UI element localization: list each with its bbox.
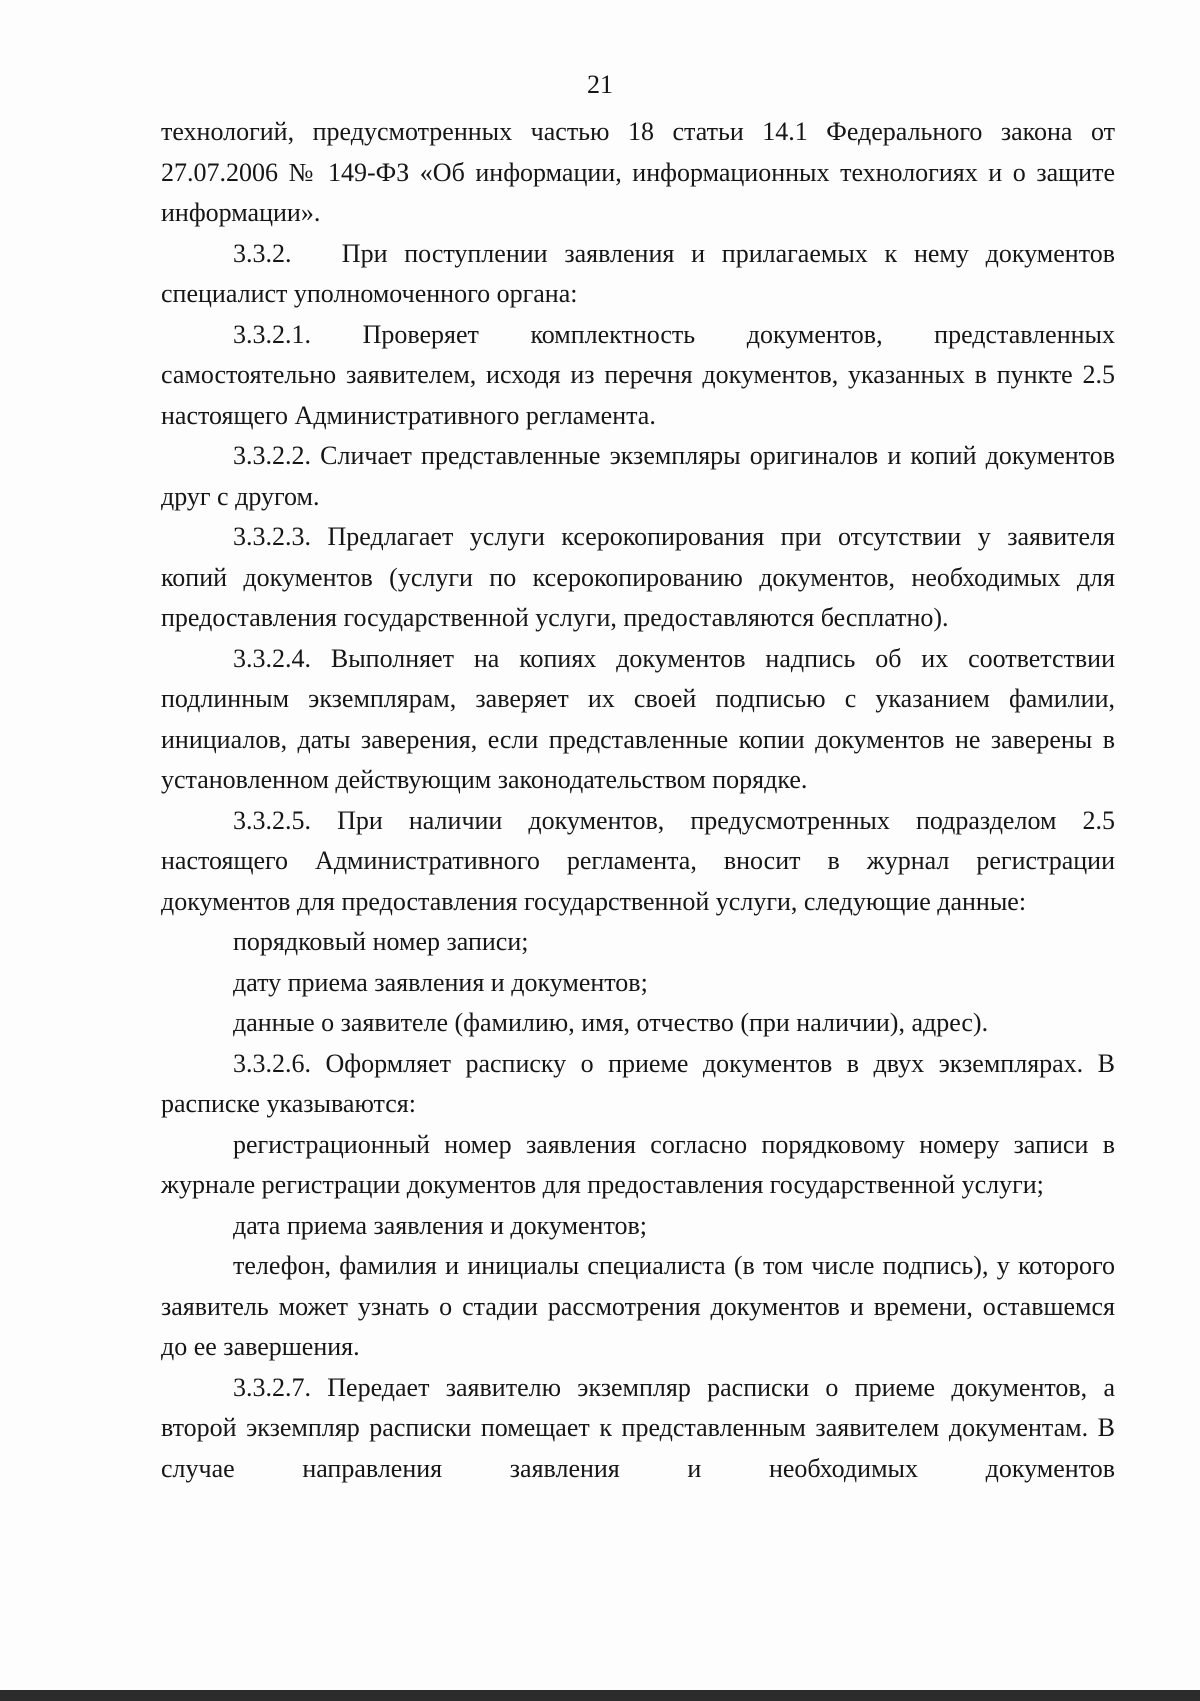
- list-item: порядковый номер записи;: [233, 927, 529, 956]
- paragraph: 3.3.2.7. Передает заявителю экземпляр расписки о приеме документов, а второй экземпляр расписки помещает к представленным заявителем документам. В случае направления заявления и необходимых документов: [161, 1372, 1115, 1483]
- list-item: регистрационный номер заявления согласно порядковому номеру записи в журнале регистрации документов для предоставления государственной услуги;: [161, 1129, 1115, 1199]
- paragraph: 3.3.2.4. Выполняет на копиях документов надпись об их соответствии подлинным экземплярам, заверяет их своей подписью с указанием фамилии, инициалов, даты заверения, если представленные копии документов не заверены в установленном действующим законодательством порядке.: [161, 643, 1115, 794]
- document-body: [161, 112, 1122, 1489]
- list-item: телефон, фамилия и инициалы специалиста (в том числе подпись), у которого заявитель может узнать о стадии рассмотрения документов и времени, оставшемся до ее завершения.: [161, 1251, 1115, 1361]
- paragraph: 3.3.2. При поступлении заявления и прилагаемых к нему документов специалист уполномоченного органа:: [161, 238, 1122, 308]
- paragraph: 3.3.2.5. При наличии документов, предусмотренных подразделом 2.5 настоящего Административного регламента, вносит в журнал регистрации документов для предоставления государственной услуги, следующие данные:: [161, 805, 1115, 916]
- paragraph: 3.3.2.2. Сличает представленные экземпляры оригиналов и копий документов друг с другом.: [161, 441, 1115, 511]
- list-item: дата приема заявления и документов;: [233, 1210, 647, 1240]
- list-item: дату приема заявления и документов;: [233, 967, 648, 997]
- paragraph: 3.3.2.6. Оформляет расписку о приеме документов в двух экземплярах. В расписке указываются:: [161, 1048, 1115, 1118]
- paragraph: технологий, предусмотренных частью 18 статьи 14.1 Федерального закона от 27.07.2006 № 149-ФЗ «Об информации, информационных технологиях и о защите информации».: [161, 117, 1115, 227]
- list-item: данные о заявителе (фамилию, имя, отчество (при наличии), адрес).: [233, 1008, 989, 1037]
- paragraph: 3.3.2.1. Проверяет комплектность документов, представленных самостоятельно заявителем, исходя из перечня документов, указанных в пункте 2.5 настоящего Административного регламента.: [161, 319, 1115, 430]
- scan-edge: [0, 1690, 1200, 1701]
- paragraph: 3.3.2.3. Предлагает услуги ксерокопирования при отсутствии у заявителя копий документов (услуги по ксерокопированию документов, необходимых для предоставления государственной услуги, предоставляются бесплатно).: [161, 522, 1115, 632]
- page-number: 21: [587, 70, 613, 99]
